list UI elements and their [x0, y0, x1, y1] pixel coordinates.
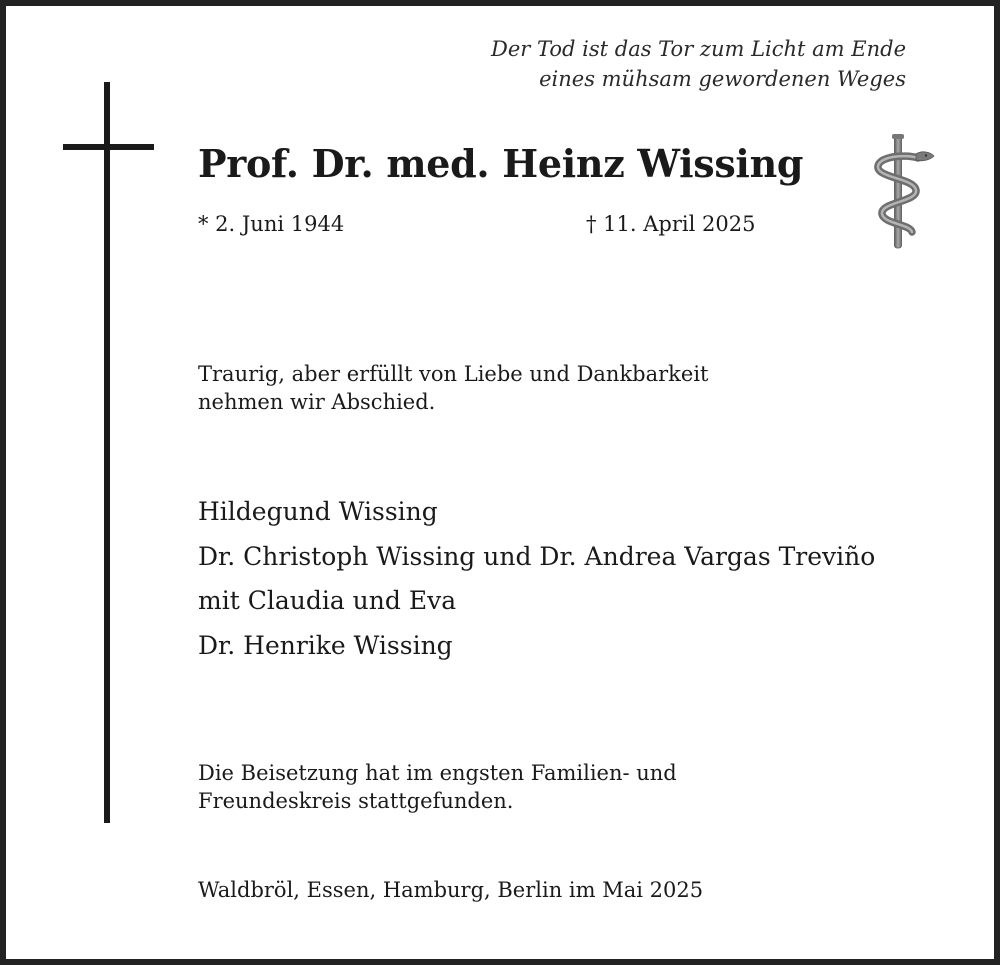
death-date: † 11. April 2025 — [586, 212, 756, 236]
farewell-line-1: Traurig, aber erfüllt von Liebe und Dankbarkeit — [198, 362, 709, 386]
mourner-line: Hildegund Wissing — [198, 497, 438, 526]
motto-line-1: Der Tod ist das Tor zum Licht am Ende — [491, 37, 906, 61]
mourner-line: mit Claudia und Eva — [198, 586, 457, 615]
burial-line-2: Freundeskreis stattgefunden. — [198, 789, 514, 813]
mourners-list — [198, 490, 875, 668]
cross-horizontal-bar — [63, 144, 154, 150]
mourner-line: Dr. Henrike Wissing — [198, 630, 453, 660]
place-and-date: Waldbröl, Essen, Hamburg, Berlin im Mai 2025 — [198, 878, 704, 902]
burial-line-1: Die Beisetzung hat im engsten Familien- und — [198, 761, 677, 785]
deceased-name: Prof. Dr. med. Heinz Wissing — [198, 141, 804, 186]
farewell-line-2: nehmen wir Abschied. — [198, 390, 436, 414]
motto-line-2: eines mühsam gewordenen Weges — [539, 67, 906, 91]
motto-quote — [491, 34, 906, 94]
burial-notice — [198, 759, 677, 815]
birth-date: * 2. Juni 1944 — [198, 212, 345, 236]
mourner-line: Dr. Christoph Wissing und Dr. Andrea Vargas Treviño — [198, 541, 876, 571]
cross-vertical-bar — [104, 82, 110, 823]
rod-of-asclepius-icon — [866, 132, 936, 250]
farewell-text — [198, 360, 708, 416]
